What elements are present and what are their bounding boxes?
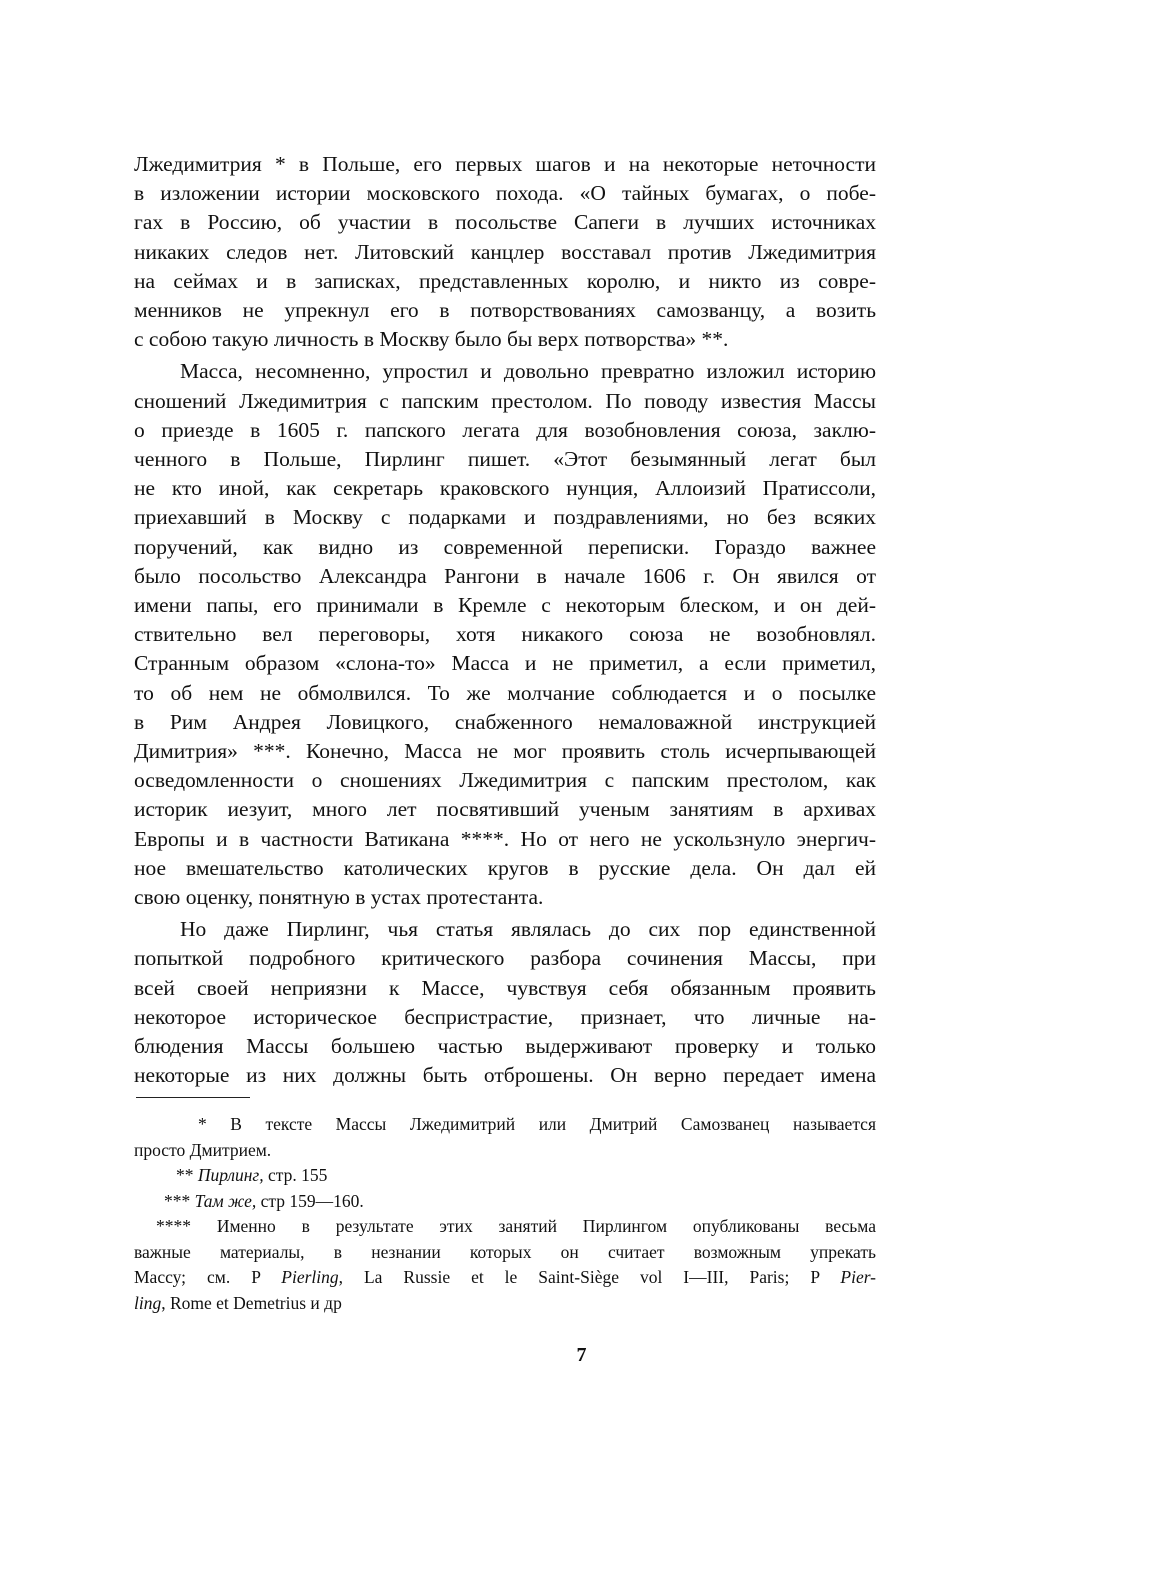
text-line: всей своей неприязни к Массе, чувствуя себя обязанным проявить [134, 975, 876, 1000]
footnote-text: Массу; см. P [134, 1267, 282, 1287]
footnote-2 [134, 1163, 876, 1189]
footnote-ref: стр 159—160. [256, 1190, 364, 1211]
text-line: поручений, как видно из современной переписки. Гораздо важнее [134, 534, 876, 559]
paragraph-2 [134, 357, 876, 912]
text-line: Лжедимитрия * в Польше, его первых шагов и на некоторые неточности [134, 152, 876, 176]
footnote-line [134, 1265, 876, 1291]
footnote-4 [134, 1214, 876, 1316]
footnote-line: **** Именно в результате этих занятий Пирлингом опубликованы весьма [156, 1216, 876, 1236]
footnote-line [134, 1291, 876, 1317]
footnote-text: , Rome et Demetrius и др [161, 1292, 342, 1313]
text-line: никаких следов нет. Литовский канцлер восставал против Лжедимитрия [134, 239, 876, 264]
text-line: ное вмешательство католических кругов в русские дела. Он дал ей [134, 855, 876, 880]
footnote-line [134, 1189, 876, 1215]
text-line: Европы и в частности Ватикана ****. Но от него не ускользнуло энергич- [134, 826, 876, 851]
paragraph-1 [134, 150, 876, 354]
text-line: приехавший в Москву с подарками и поздравлениями, но без всяких [134, 505, 876, 530]
footnote-source: Пирлинг, [197, 1165, 264, 1185]
footnote-line: важные материалы, в незнании которых он считает возможным упрекать [134, 1241, 876, 1262]
text-line: попыткой подробного критического разбора сочинения Массы, при [134, 946, 876, 971]
footnote-author: Pier- [840, 1267, 876, 1287]
footnote-line [134, 1163, 876, 1189]
text-line: менников не упрекнул его в потворствованиях самозванцу, а возить [134, 298, 876, 323]
footnote-divider [136, 1097, 250, 1098]
text-line: имени папы, его принимали в Кремле с некоторым блеском, и он дей- [134, 593, 876, 618]
footnote-3 [134, 1189, 876, 1215]
text-line: некоторое историческое беспристрастие, признает, что личные на- [134, 1004, 876, 1029]
main-text [134, 150, 876, 1091]
text-line: Масса, несомненно, упростил и довольно превратно изложил историю [180, 359, 876, 384]
footnote-line: просто Дмитрием. [134, 1139, 272, 1160]
footnote-source: Там же, [194, 1190, 257, 1211]
footnote-mark: *** [164, 1190, 191, 1211]
footnote-ref: стр. 155 [263, 1165, 328, 1185]
text-line: в Рим Андрея Ловицкого, снабженного немаловажной инструкцией [134, 709, 876, 734]
text-line: некоторые из них должны быть отброшены. Он верно передает имена [134, 1063, 876, 1088]
footnote-line: * В тексте Массы Лжедимитрий или Дмитрий Самозванец называется [198, 1114, 876, 1134]
footnote-author: Pierling [281, 1267, 339, 1287]
footnote-text: , La Russie et le Saint-Siège vol I—III, Paris; P [338, 1267, 841, 1287]
text-line: блюдения Массы большею частью выдерживают проверку и только [134, 1034, 876, 1059]
text-line: в изложении истории московского похода. «О тайных бумагах, о побе- [134, 181, 876, 206]
footnotes [134, 1112, 876, 1316]
text-line: Странным образом «слона-то» Масса и не приметил, а если приметил, [134, 651, 876, 676]
footnote-1 [134, 1112, 876, 1163]
text-line: историк иезуит, много лет посвятивший ученым занятиям в архивах [134, 797, 876, 822]
text-line: осведомленности о сношениях Лжедимитрия с папским престолом, как [134, 768, 876, 793]
paragraph-3 [134, 915, 876, 1090]
text-line: о приезде в 1605 г. папского легата для возобновления союза, заклю- [134, 417, 876, 442]
text-line: на сеймах и в записках, представленных королю, и никто из совре- [134, 268, 876, 293]
page-number: 7 [576, 1344, 587, 1366]
text-line: сношений Лжедимитрия с папским престолом. По поводу известия Массы [134, 388, 876, 413]
footnote-mark: ** [176, 1165, 194, 1185]
text-line: Димитрия» ***. Конечно, Масса не мог проявить столь исчерпывающей [134, 739, 876, 764]
text-line: Но даже Пирлинг, чья статья являлась до сих пор единственной [180, 917, 876, 942]
text-line: не кто иной, как секретарь краковского нунция, Аллоизий Пратиссоли, [134, 476, 876, 501]
text-line: гах в Россию, об участии в посольстве Сапеги в лучших источниках [134, 210, 876, 235]
text-line: с собою такую личность в Москву было бы верх потворства» **. [134, 327, 729, 352]
text-line: ствительно вел переговоры, хотя никакого союза не возобновлял. [134, 622, 876, 647]
text-line: было посольство Александра Рангони в начале 1606 г. Он явился от [134, 563, 876, 588]
text-line: то об нем не обмолвился. То же молчание соблюдается и о посылке [134, 680, 876, 705]
text-line: ченного в Польше, Пирлинг пишет. «Этот безымянный легат был [134, 447, 876, 472]
text-line: свою оценку, понятную в устах протестанта. [134, 885, 544, 910]
footnote-author: ling [134, 1292, 162, 1313]
